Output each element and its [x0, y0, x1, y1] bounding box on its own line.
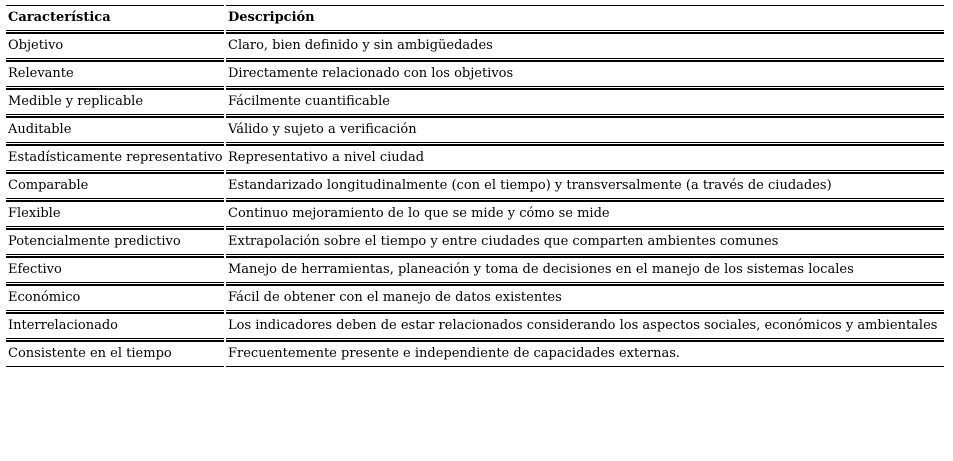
description-cell: Frecuentemente presente e independiente de capacidades externas. [226, 341, 944, 367]
characteristic-cell: Efectivo [6, 257, 224, 285]
characteristic-cell: Potencialmente predictivo [6, 229, 224, 257]
description-cell: Claro, bien definido y sin ambigüedades [226, 33, 944, 61]
table-row [6, 229, 944, 257]
table-row [6, 313, 944, 341]
description-cell: Fácilmente cuantificable [226, 89, 944, 117]
characteristic-cell: Auditable [6, 117, 224, 145]
header-row [6, 5, 944, 33]
description-cell: Continuo mejoramiento de lo que se mide y cómo se mide [226, 201, 944, 229]
characteristic-cell: Interrelacionado [6, 313, 224, 341]
characteristic-cell: Comparable [6, 173, 224, 201]
characteristic-cell: Económico [6, 285, 224, 313]
table-row [6, 117, 944, 145]
characteristic-cell: Relevante [6, 61, 224, 89]
table-row [6, 33, 944, 61]
header-descripcion: Descripción [226, 5, 944, 33]
description-cell: Extrapolación sobre el tiempo y entre ciudades que comparten ambientes comunes [226, 229, 944, 257]
description-cell: Estandarizado longitudinalmente (con el tiempo) y transversalmente (a través de ciudades) [226, 173, 944, 201]
characteristic-cell: Flexible [6, 201, 224, 229]
table-row [6, 145, 944, 173]
header-caracteristica: Característica [6, 5, 224, 33]
table-row [6, 285, 944, 313]
description-cell: Los indicadores deben de estar relacionados considerando los aspectos sociales, económicos y ambientales [226, 313, 944, 341]
table-body [6, 33, 944, 367]
table-row [6, 173, 944, 201]
table-row [6, 257, 944, 285]
characteristic-cell: Objetivo [6, 33, 224, 61]
table-row [6, 341, 944, 367]
description-cell: Manejo de herramientas, planeación y toma de decisiones en el manejo de los sistemas locales [226, 257, 944, 285]
description-cell: Directamente relacionado con los objetivos [226, 61, 944, 89]
description-cell: Válido y sujeto a verificación [226, 117, 944, 145]
table-row [6, 89, 944, 117]
characteristic-cell: Consistente en el tiempo [6, 341, 224, 367]
characteristics-table [4, 5, 946, 367]
description-cell: Fácil de obtener con el manejo de datos existentes [226, 285, 944, 313]
characteristic-cell: Medible y replicable [6, 89, 224, 117]
table-row [6, 61, 944, 89]
description-cell: Representativo a nivel ciudad [226, 145, 944, 173]
characteristic-cell: Estadísticamente representativo [6, 145, 224, 173]
table-row [6, 201, 944, 229]
